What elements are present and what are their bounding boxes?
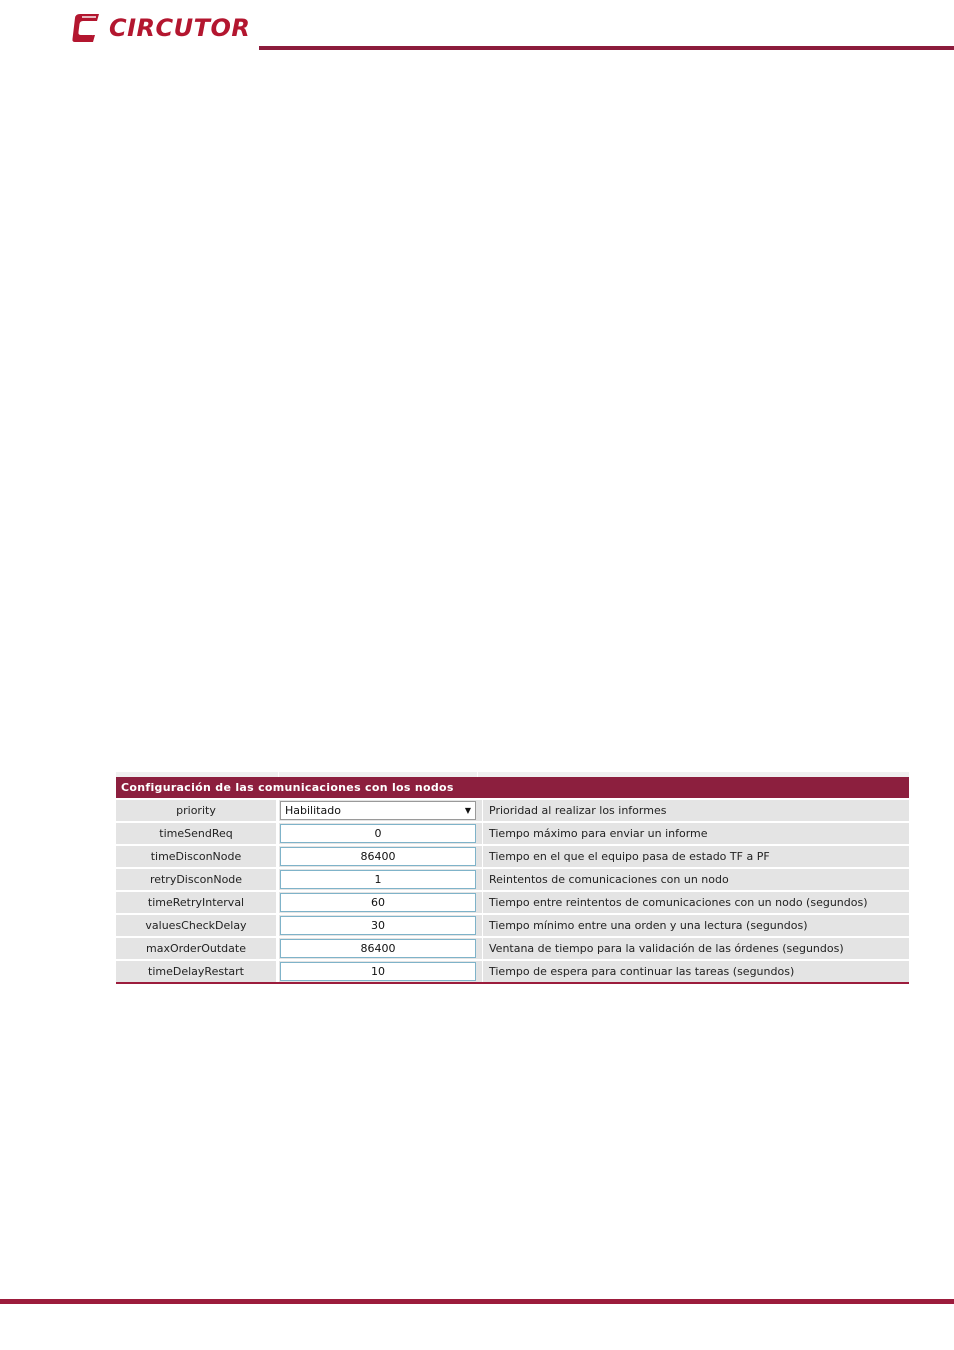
circutor-logo [71,11,250,45]
param-description: Tiempo máximo para enviar un informe [482,821,909,844]
timedelayrestart-input[interactable]: 10 [280,962,476,981]
param-name: timeDelayRestart [116,959,279,982]
table-row [116,798,909,821]
param-name: priority [116,798,279,821]
timeretryinterval-input[interactable]: 60 [280,893,476,912]
table-row [116,936,909,959]
param-description: Prioridad al realizar los informes [482,798,909,821]
param-name: valuesCheckDelay [116,913,279,936]
param-name: maxOrderOutdate [116,936,279,959]
table-row [116,913,909,936]
table-row [116,821,909,844]
param-name: timeDisconNode [116,844,279,867]
param-description: Tiempo mínimo entre una orden y una lectura (segundos) [482,913,909,936]
logo-wordmark: CIRCUTOR [109,14,251,42]
priority-select[interactable] [280,801,476,820]
valuescheckdelay-input[interactable]: 30 [280,916,476,935]
table-row [116,959,909,982]
timesendreq-input[interactable]: 0 [280,824,476,843]
panel-bottom-rule [116,982,909,984]
param-name: timeRetryInterval [116,890,279,913]
header-rule [259,46,954,50]
param-description: Ventana de tiempo para la validación de las órdenes (segundos) [482,936,909,959]
priority-select-value: Habilitado [285,804,341,817]
timedisconnode-input[interactable]: 86400 [280,847,476,866]
param-name: retryDisconNode [116,867,279,890]
param-description: Tiempo en el que el equipo pasa de estado TF a PF [482,844,909,867]
table-row [116,844,909,867]
param-description: Tiempo entre reintentos de comunicaciones con un nodo (segundos) [482,890,909,913]
param-description: Tiempo de espera para continuar las tareas (segundos) [482,959,909,982]
panel-title: Configuración de las comunicaciones con los nodos [116,777,909,798]
circutor-logo-icon [71,12,103,44]
node-communications-panel [116,772,909,984]
param-name: timeSendReq [116,821,279,844]
maxorderoutdate-input[interactable]: 86400 [280,939,476,958]
param-description: Reintentos de comunicaciones con un nodo [482,867,909,890]
dropdown-arrow-icon[interactable]: ▼ [464,806,471,815]
config-table [116,798,909,982]
table-row [116,867,909,890]
retrydisconnode-input[interactable]: 1 [280,870,476,889]
footer-rule [0,1299,954,1304]
table-row [116,890,909,913]
